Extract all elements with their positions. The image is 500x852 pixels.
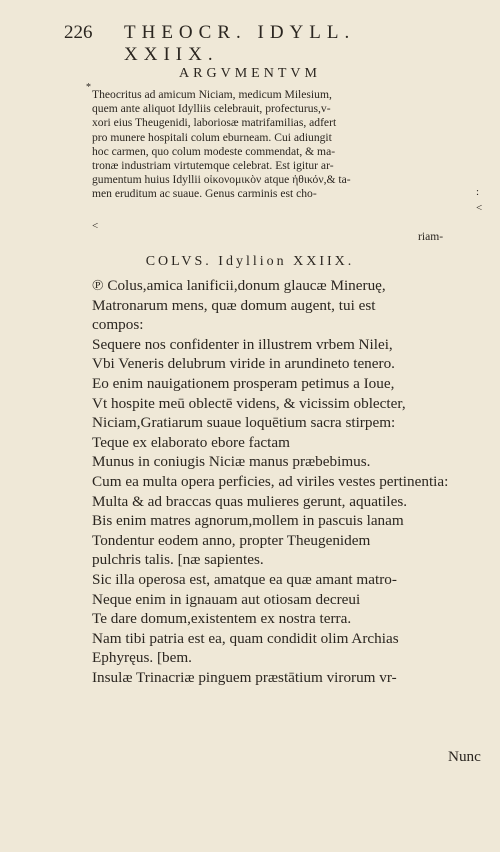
argument-line: hoc carmen, quo colum modeste commendat, & ma- [92, 144, 336, 158]
asterisk-marker: * [86, 82, 91, 93]
running-title: THEOCR. IDYLL. XXIIX. [124, 22, 356, 65]
poem-line: Cum ea multa opera perficies, ad viriles vestes pertinentia: [92, 472, 449, 490]
poem-line: Sic illa operosa est, amatque ea quæ amant matro- [92, 570, 397, 588]
poem-line: Bis enim matres agnorum,mollem in pascuis lanam [92, 512, 404, 530]
argument-tail: riam- [418, 230, 444, 243]
poem-line: Nam tibi patria est ea, quam condidit olim Archias [92, 629, 399, 647]
poem-line: Vt hospite meū oblectē videns, & vicissim oblecter, [92, 394, 406, 412]
poem-line: Ephyręus. [bem. [92, 649, 192, 667]
argument-line: men eruditum ac suaue. Genus carminis est cho- [92, 187, 317, 201]
running-header [64, 22, 460, 65]
poem-line: Insulæ Trinacriæ pinguem præstātium virorum vr- [92, 668, 397, 686]
argument-line: quem ante aliquot Idylliis celebrauit, profecturus,v- [92, 102, 331, 116]
poem-text [92, 276, 498, 687]
poem-line: compos: [92, 316, 144, 334]
poem-heading: COLVS. Idyllion XXIIX. [145, 254, 355, 269]
poem-line: Munus in coniugis Niciæ manus præbebimus. [92, 453, 371, 471]
argument-line: Theocritus ad amicum Niciam, medicum Milesium, [92, 88, 332, 101]
poem-line: Eo enim nauigationem prosperam petimus a Ioue, [92, 374, 395, 392]
margin-mark: : [476, 186, 480, 198]
poem-line: Sequere nos confidenter in illustrem vrbem Nilei, [92, 335, 393, 353]
margin-mark: < [92, 220, 99, 232]
poem-line: Te dare domum,existentem ex nostra terra. [92, 610, 352, 628]
argument-text [92, 88, 480, 202]
poem-line: Multa & ad braccas quas mulieres gerunt, aquatiles. [92, 492, 408, 510]
poem-line: ℗ Colus,amica lanificii,donum glaucæ Mineruę, [92, 277, 386, 294]
argument-heading: ARGVMENTVM [179, 66, 321, 81]
poem-line: Tondentur eodem anno, propter Theugenidem [92, 531, 371, 549]
poem-line: Matronarum mens, quæ domum augent, tui est [92, 296, 376, 314]
margin-mark: < [476, 202, 483, 214]
poem-line: Vbi Veneris delubrum viride in arundineto tenero. [92, 355, 395, 373]
poem-line: Neque enim in ignauam aut otiosam decreui [92, 590, 361, 608]
argument-line: gumentum huius Idyllii οἰκονομικὸν atque ἠθικόν,& ta- [92, 173, 351, 187]
poem-line: Teque ex elaborato ebore factam [92, 433, 290, 451]
argument-line: pro munere hospitali colum eburneam. Cui adiungit [92, 130, 332, 144]
poem-line: Niciam,Gratiarum suaue loquētium sacra stirpem: [92, 414, 396, 432]
poem-line: pulchris talis. [næ sapientes. [92, 551, 264, 569]
argument-line: xori eius Theugenidi, laboriosæ matrifamilias, adfert [92, 116, 337, 130]
argument-line: tronæ industriam virtutemque celebrat. Est igitur ar- [92, 159, 334, 173]
page-number: 226 [64, 22, 93, 43]
catchword: Nunc [448, 748, 481, 765]
